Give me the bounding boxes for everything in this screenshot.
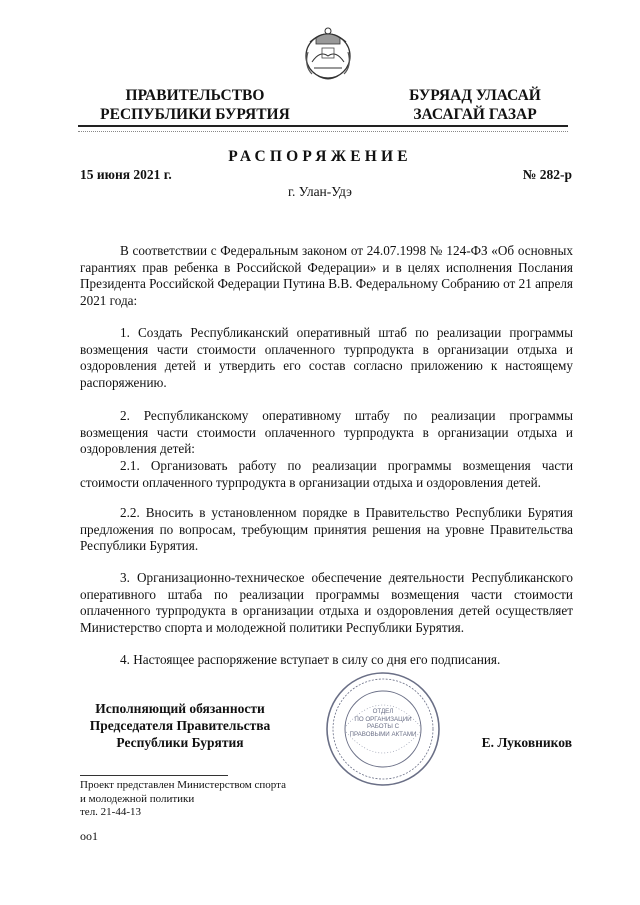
preamble-paragraph: В соответствии с Федеральным законом от 24.07.1998 № 124-ФЗ «Об основных гарантиях прав ребенка в Российской Федерации» и в целях исполнения Послания Президента Российской Федерации Путина В.В. Федеральному Собранию от 21 апреля 2021 года: (80, 243, 573, 308)
header-right-line2: ЗАСАГАЙ ГАЗАР (413, 106, 537, 123)
item-3-paragraph: 3. Организационно-техническое обеспечение деятельности Республиканского оперативного штаба по реализации программы возмещения части стоимости оплаченного турпродукта в организации отдыха и оздоровления детей осуществляет Министерство спорта и молодежной политики Республики Бурятия. (80, 570, 573, 635)
item-2-paragraph: 2. Республиканскому оперативному штабу по реализации программы возмещения части стоимости оплаченного турпродукта в организации отдыха и оздоровления детей: (80, 408, 573, 456)
document-date: 15 июня 2021 г. (80, 167, 172, 182)
footer-rule (80, 775, 228, 776)
header-left-line2: РЕСПУБЛИКИ БУРЯТИЯ (100, 106, 290, 123)
header-left-line1: ПРАВИТЕЛЬСТВО (125, 87, 265, 104)
item-2-2-paragraph: 2.2. Вносить в установленном порядке в Правительство Республики Бурятия предложения по вопросам, требующим принятия решения на уровне Правительства Республики Бурятия. (80, 505, 573, 553)
stamp-text-line1: ОТДЕЛ (372, 708, 394, 715)
header-left-block (80, 86, 310, 124)
stamp-text-line2: ПО ОРГАНИЗАЦИИ (354, 715, 412, 723)
coat-of-arms-emblem (298, 22, 358, 84)
header-right-line1: БУРЯАД УЛАСАЙ (409, 87, 541, 104)
item-4-paragraph: 4. Настоящее распоряжение вступает в силу со дня его подписания. (120, 652, 501, 667)
footer-code: оо1 (80, 829, 98, 843)
document-number: № 282-р (522, 167, 572, 182)
signature-title-line3: Республики Бурятия (116, 735, 244, 750)
footer-line1: Проект представлен Министерством спорта (80, 779, 286, 791)
document-city: г. Улан-Удэ (288, 184, 352, 199)
footer-note (80, 779, 340, 820)
item-2-1-paragraph: 2.1. Организовать работу по реализации программы возмещения части стоимости оплаченного турпродукта в организации отдыха и оздоровления детей. (80, 458, 573, 490)
signature-title-block (80, 700, 280, 751)
footer-line2: и молодежной политики (80, 792, 195, 805)
stamp-text-line3: РАБОТЫ С (366, 723, 400, 731)
stamp-text-line4: ПРАВОВЫМИ АКТАМИ (349, 730, 417, 738)
item-1-paragraph: 1. Создать Республиканский оперативный штаб по реализации программы возмещения части стоимости оплаченного турпродукта в организации отдыха и оздоровления детей и утвердить его состав согласно приложению к настоящему распоряжению. (80, 325, 573, 390)
official-stamp (324, 670, 442, 788)
header-right-block (375, 86, 575, 124)
document-title: РАСПОРЯЖЕНИЕ (228, 148, 412, 165)
signature-title-line2: Председателя Правительства (89, 718, 271, 733)
header-rule-dotted (78, 131, 568, 132)
header-rule-solid (78, 125, 568, 127)
signature-title-line1: Исполняющий обязанности (95, 701, 265, 716)
footer-phone: тел. 21-44-13 (80, 806, 142, 818)
signature-name: Е. Луковников (481, 735, 572, 750)
